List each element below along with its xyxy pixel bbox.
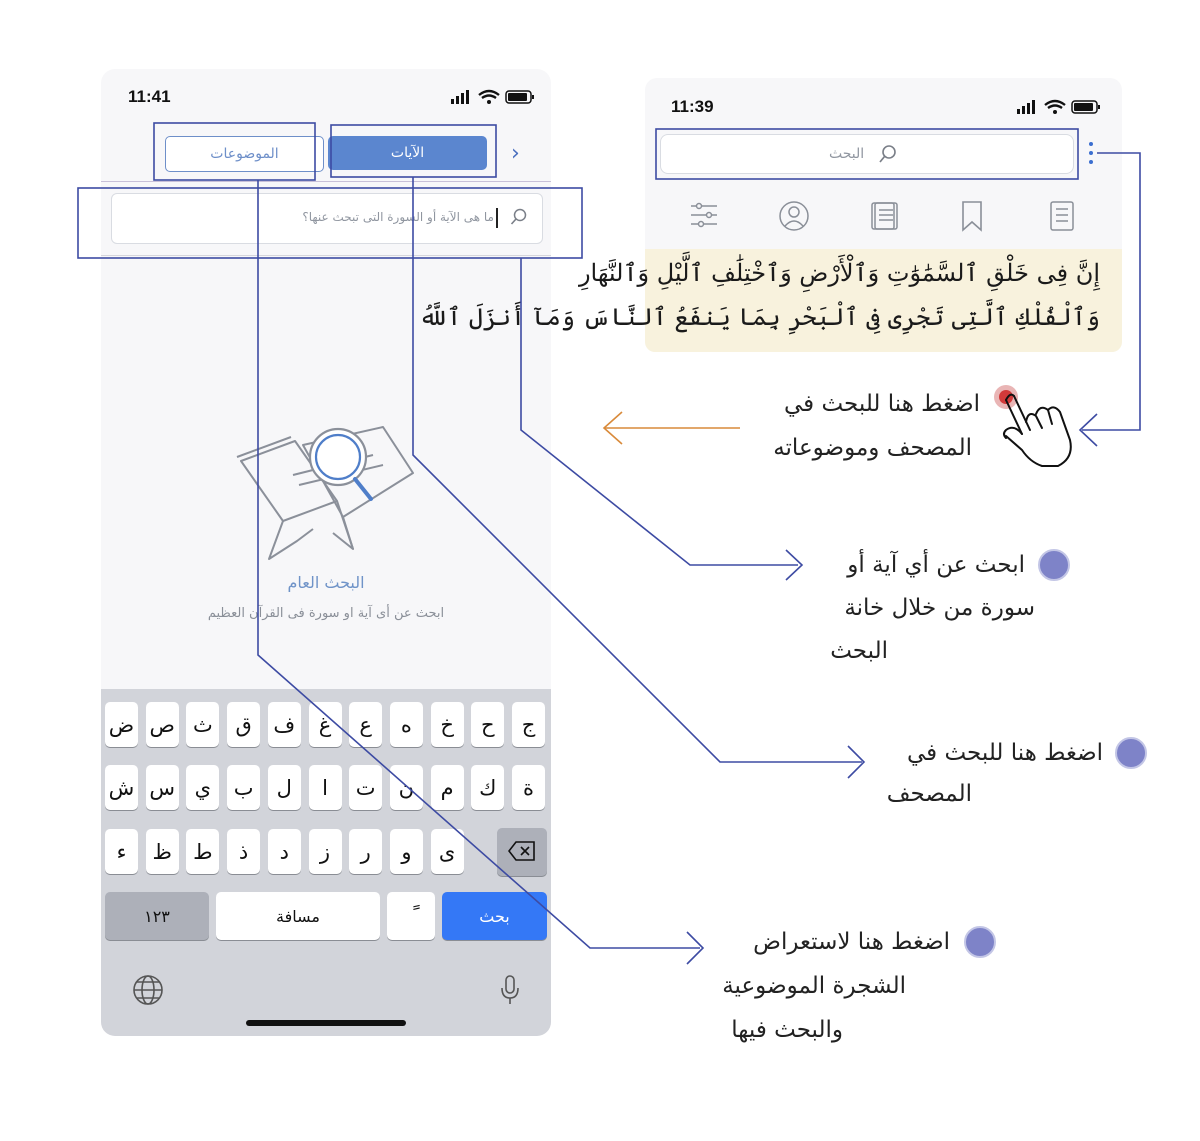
verse-line-1: إِنَّ فِى خَلْقِ ٱلسَّمَٰوَٰتِ وَٱلْأَرْضِ وَٱخْتِلَٰفِ ٱلَّيْلِ وَٱلنَّهَارِ	[578, 259, 1100, 287]
annotation-tap-search-line-2: المصحف وموضوعاته	[773, 435, 972, 461]
space-key[interactable]: مسافة	[216, 892, 380, 940]
verse-line-2: وَٱلْفُلْكِ ٱلَّتِى تَجْرِى فِى ٱلْبَحْرِ بِمَا يَنفَعُ ٱلنَّاسَ وَمَآ أَنزَلَ ٱللَّهُ	[419, 303, 1100, 331]
annotation-topic-tree-line-1: اضغط هنا لاستعراض	[753, 929, 950, 955]
numbers-key[interactable]: ١٢٣	[105, 892, 209, 940]
keyboard-key[interactable]: ص	[146, 702, 179, 747]
keyboard-key[interactable]: خ	[431, 702, 464, 747]
search-key[interactable]: بحث	[442, 892, 547, 940]
annotation-search-any-line-1: ابحث عن أي آية أو	[847, 552, 1025, 578]
tab-topics[interactable]: الموضوعات	[165, 136, 324, 172]
annotation-search-any-line-2: سورة من خلال خانة	[844, 595, 1035, 621]
keyboard-key[interactable]: ذ	[227, 829, 260, 874]
keyboard-key[interactable]: ك	[471, 765, 504, 810]
keyboard-key[interactable]: ج	[512, 702, 545, 747]
keyboard-key[interactable]: ر	[349, 829, 382, 874]
bullet-dot	[1115, 737, 1147, 769]
status-time: 11:41	[128, 87, 171, 106]
keyboard-key[interactable]: ت	[349, 765, 382, 810]
keyboard-key[interactable]: ل	[268, 765, 301, 810]
keyboard-key[interactable]: ق	[227, 702, 260, 747]
keyboard-key[interactable]: ف	[268, 702, 301, 747]
keyboard-key[interactable]: ي	[186, 765, 219, 810]
keyboard-key[interactable]: ة	[512, 765, 545, 810]
keyboard-key[interactable]: ا	[309, 765, 342, 810]
chevron-right-icon[interactable]: ›	[511, 141, 520, 166]
search-placeholder: ما هى الآية أو السورة التى تبحث عنها؟	[302, 210, 494, 224]
annotation-tap-search-line-1: اضغط هنا للبحث في	[783, 391, 980, 417]
keyboard-key[interactable]: ن	[390, 765, 423, 810]
keyboard-key[interactable]: س	[146, 765, 179, 810]
annotation-search-any-line-3: البحث	[830, 638, 888, 664]
bullet-dot	[964, 926, 996, 958]
annotation-search-mushaf-line-2: المصحف	[886, 781, 972, 807]
status-time: 11:39	[671, 97, 714, 116]
keyboard-key[interactable]: ظ	[146, 829, 179, 874]
empty-state-title: البحث العام	[287, 573, 365, 592]
keyboard-key[interactable]: ه	[390, 702, 423, 747]
keyboard-key[interactable]: ع	[349, 702, 382, 747]
keyboard-key[interactable]: ش	[105, 765, 138, 810]
tab-verses[interactable]: الآيات	[328, 136, 487, 170]
keyboard-key[interactable]: ى	[431, 829, 464, 874]
annotation-topic-tree-line-2: الشجرة الموضوعية	[722, 973, 906, 999]
annotation-search-mushaf-line-1: اضغط هنا للبحث في	[906, 740, 1103, 766]
keyboard-key[interactable]: و	[390, 829, 423, 874]
annotation-topic-tree-line-3: والبحث فيها	[731, 1017, 843, 1043]
search-placeholder: البحث	[829, 146, 865, 162]
keyboard-key[interactable]: د	[268, 829, 301, 874]
keyboard-key[interactable]: ط	[186, 829, 219, 874]
keyboard-key[interactable]: ث	[186, 702, 219, 747]
keyboard-key[interactable]: ب	[227, 765, 260, 810]
keyboard-key[interactable]: غ	[309, 702, 342, 747]
keyboard-key[interactable]: ح	[471, 702, 504, 747]
keyboard-key[interactable]: ز	[309, 829, 342, 874]
keyboard-key[interactable]: ض	[105, 702, 138, 747]
empty-state-subtitle: ابحث عن أى آية او سورة فى القرآن العظيم	[207, 606, 445, 621]
tap-hand-icon	[986, 378, 1086, 470]
keyboard-key[interactable]: ء	[105, 829, 138, 874]
keyboard-key[interactable]: م	[431, 765, 464, 810]
bullet-dot	[1038, 549, 1070, 581]
